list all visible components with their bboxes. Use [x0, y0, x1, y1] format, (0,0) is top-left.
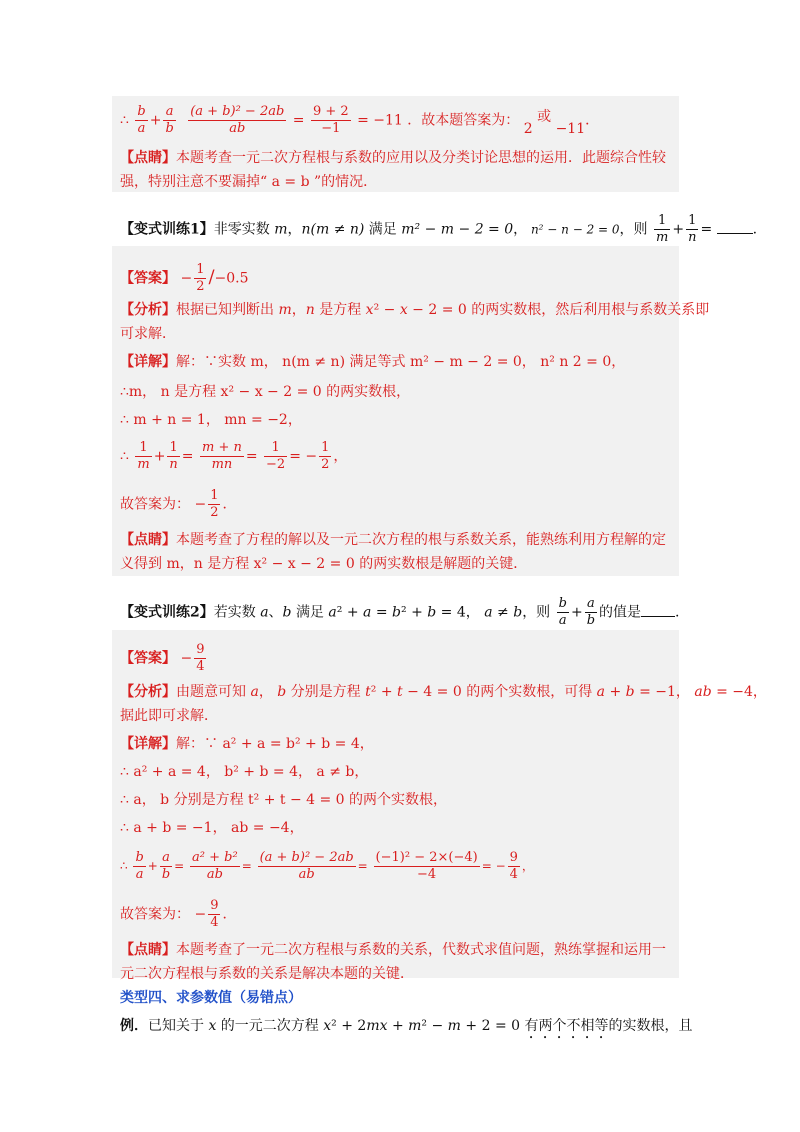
ex2-detail-4: ∴ a + b = −1， ab = −4，: [120, 820, 304, 836]
ex1-note: 【点睛】本题考查了方程的解以及一元二次方程的根与系数关系，能熟练利用方程解的定: [120, 532, 666, 548]
ex1-detail-3: ∴ m + n = 1， mn = −2，: [120, 412, 302, 428]
example-line: 例．已知关于 x 的一元二次方程 x² + 2mx + m² − m + 2 = 0 有两个不相等的实数根，且: [120, 1018, 693, 1034]
ex1-analysis: 【分析】根据已知判断出 m，n 是方程 x² − x − 2 = 0 的两实数根，然后利用根与系数关系即: [120, 302, 710, 318]
ex2-note-cont: 元二次方程根与系数的关系是解决本题的关键．: [120, 966, 414, 982]
note-block0: 【点睛】本题考查一元二次方程根与系数的应用以及分类讨论思想的运用．此题综合性较: [120, 150, 666, 166]
ex1-detail: 【详解】解：∵实数 m， n(m ≠ n) 满足等式 m² − m − 2 = 0， n² n 2 = 0，: [120, 354, 626, 370]
section-heading: 类型四、求参数值（易错点）: [120, 990, 302, 1006]
ex2-analysis-cont: 据此即可求解．: [120, 708, 218, 724]
ex2-detail-2: ∴ a² + a = 4， b² + b = 4， a ≠ b，: [120, 764, 369, 780]
exercise1-stem: 【变式训练1】非零实数 m，n(m ≠ n) 满足 m² − m − 2 = 0， n² − n − 2 = 0，则 $\frac{1}{m}$ + $\frac{1}{n}$ = .: [120, 213, 758, 245]
ex2-note: 【点睛】本题考查了一元二次方程根与系数的关系，代数式求值问题，熟练掌握和运用一: [120, 942, 666, 958]
ex2-detail-6: 故答案为： − $\frac{9}{4}$ ．: [120, 898, 237, 930]
ex1-detail-5: 故答案为： − $\frac{1}{2}$ ．: [120, 488, 237, 520]
ex2-detail-3: ∴ a， b 分别是方程 t² + t − 4 = 0 的两个实数根，: [120, 792, 448, 808]
ex2-detail-5: ∴ $\frac{b}{a}$ + $\frac{a}{b}$ = $\frac{\text{a² + b²}}{ab}$ = $\frac{\text{(a + b)² − 2ab}}{ab}$ = $\frac{\text{(−1)² − 2×(−4)}}{-4}$ = − $\frac{9}{4}$ ，: [120, 850, 534, 882]
conclusion-line: ∴ $\frac{b}{a}$ + $\frac{a}{b}$ $\frac{\text{(a + b)² − 2ab}}{ab}$ = $\frac{9 + 2}{-1}$ = −11 ．故本题答案为： 2 或 −11．: [120, 104, 600, 137]
ex1-analysis-cont: 可求解．: [120, 326, 176, 342]
ex2-analysis: 【分析】由题意可知 a， b 分别是方程 t² + t − 4 = 0 的两个实数根，可得 a + b = −1， ab = −4，: [120, 684, 767, 700]
ex2-detail: 【详解】解：∵ a² + a = b² + b = 4，: [120, 736, 374, 752]
ex2-answer: 【答案】 − $\frac{9}{4}$: [120, 642, 205, 674]
ex1-detail-2: ∴m， n 是方程 x² − x − 2 = 0 的两实数根，: [120, 384, 411, 400]
ex1-answer: 【答案】 − $\frac{1}{2}$ /−0.5: [120, 262, 249, 294]
ex1-detail-4: ∴ $\frac{1}{m}$ + $\frac{1}{n}$ = $\frac{m + n}{mn}$ = $\frac{1}{-2}$ = − $\frac{1}{2}$ ，: [120, 440, 348, 472]
exercise2-stem: 【变式训练2】若实数 a、b 满足 a² + a = b² + b = 4， a ≠ b，则 $\frac{b}{a}$ + $\frac{a}{b}$ 的值是 .: [120, 596, 680, 628]
ex1-note-cont: 义得到 m，n 是方程 x² − x − 2 = 0 的两实数根是解题的关键．: [120, 556, 528, 572]
note-block0-cont: 强，特别注意不要漏掉“ a = b ”的情况．: [120, 174, 378, 190]
